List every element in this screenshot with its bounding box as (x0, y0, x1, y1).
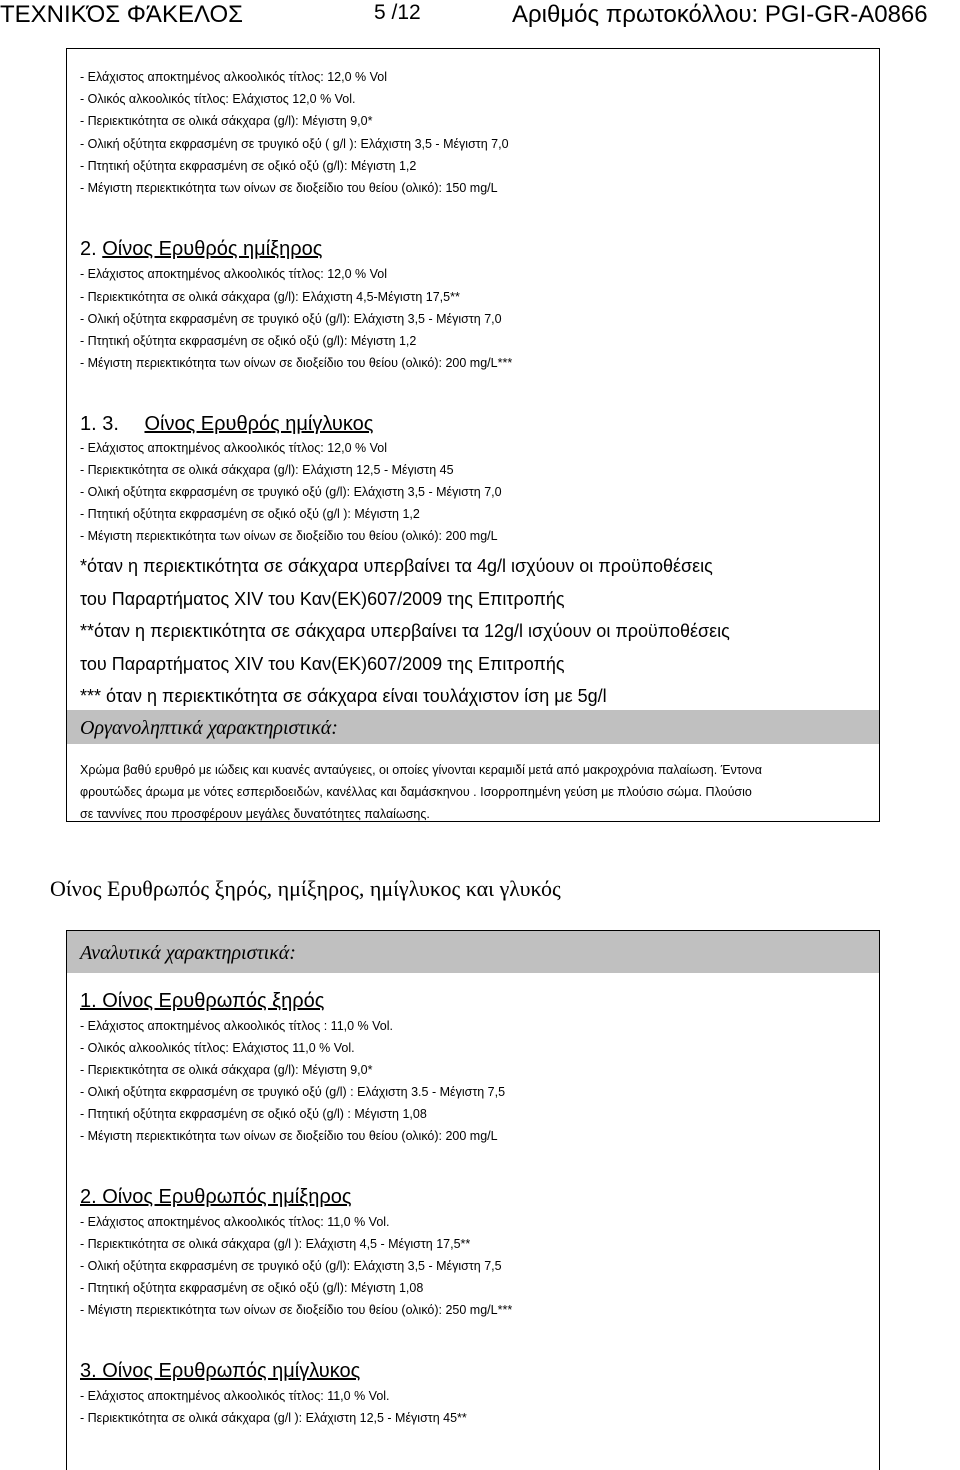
spec-line: - Ολική οξύτητα εκφρασμένη σε τρυγικό οξύ (g/l) : Ελάχιστη 3.5 - Μέγιστη 7,5 (80, 1085, 506, 1099)
spec-line: - Ολική οξύτητα εκφρασμένη σε τρυγικό οξύ (g/l): Ελάχιστη 3,5 - Μέγιστη 7,5 (80, 1259, 502, 1273)
spec-line: - Ελάχιστος αποκτημένος αλκοολικός τίτλος: 12,0 % Vol (80, 441, 387, 455)
organoleptic-line: σε ταννίνες που προσφέρουν μεγάλες δυνατότητες παλαίωσης. (80, 807, 430, 821)
spec-line: - Μέγιστη περιεκτικότητα των οίνων σε διοξείδιο του θείου (ολικό): 200 mg/L (80, 1129, 498, 1143)
rose-wine-section-heading: Οίνος Ερυθρωπός ξηρός, ημίξηρος, ημίγλυκος και γλυκός (50, 876, 561, 901)
spec-line: - Πτητική οξύτητα εκφρασμένη σε οξικό οξύ (g/l): Μέγιστη 1,2 (80, 159, 417, 173)
section-title: Οίνος Ερυθρός ημίγλυκος (144, 413, 374, 435)
spec-line: - Ολική οξύτητα εκφρασμένη σε τρυγικό οξύ (g/l): Ελάχιστη 3,5 - Μέγιστη 7,0 (80, 485, 502, 499)
spec-line: - Πτητική οξύτητα εκφρασμένη σε οξικό οξύ (g/l ): Μέγιστη 1,2 (80, 507, 420, 521)
spec-line: - Περιεκτικότητα σε ολικά σάκχαρα (g/l): Ελάχιστη 12,5 - Μέγιστη 45 (80, 463, 454, 477)
footnote: *** όταν η περιεκτικότητα σε σάκχαρα είναι τουλάχιστον ίση με 5g/l (80, 686, 607, 706)
page-header (0, 0, 960, 30)
analytic-heading: Αναλυτικά χαρακτηριστικά: (80, 942, 296, 964)
spec-line: - Ολική οξύτητα εκφρασμένη σε τρυγικό οξύ ( g/l ): Ελάχιστη 3,5 - Μέγιστη 7,0 (80, 137, 509, 151)
spec-line: - Πτητική οξύτητα εκφρασμένη σε οξικό οξύ (g/l) : Μέγιστη 1,08 (80, 1107, 427, 1121)
section-title: 3. Οίνος Ερυθρωπός ημίγλυκος (80, 1360, 361, 1382)
spec-line: - Περιεκτικότητα σε ολικά σάκχαρα (g/l ): Ελάχιστη 4,5 - Μέγιστη 17,5** (80, 1237, 471, 1251)
spec-line: - Μέγιστη περιεκτικότητα των οίνων σε διοξείδιο του θείου (ολικό): 200 mg/L*** (80, 356, 513, 370)
spec-line: - Ολικός αλκοολικός τίτλος: Ελάχιστος 11,0 % Vol. (80, 1041, 355, 1055)
organoleptic-line: φρουτώδες άρωμα με νότες εσπεριδοειδών, κανέλλας και δαμάσκηνου . Ισορροπημένη γεύση με πλούσιο σώμα. Πλούσιο (80, 785, 752, 799)
spec-line: - Πτητική οξύτητα εκφρασμένη σε οξικό οξύ (g/l): Μέγιστη 1,2 (80, 334, 417, 348)
organoleptic-heading: Οργανοληπτικά χαρακτηριστικά: (80, 717, 338, 739)
footnote: **όταν η περιεκτικότητα σε σάκχαρα υπερβαίνει τα 12g/l ισχύουν οι προϋποθέσεις (80, 621, 730, 641)
spec-line: - Μέγιστη περιεκτικότητα των οίνων σε διοξείδιο του θείου (ολικό): 250 mg/L*** (80, 1303, 513, 1317)
footnote: του Παραρτήματος XIV του Καν(ΕΚ)607/2009 της Επιτροπής (80, 654, 565, 674)
analytic-heading-bar (67, 931, 879, 973)
spec-line: - Ελάχιστος αποκτημένος αλκοολικός τίτλος: 12,0 % Vol (80, 267, 387, 281)
section-title: 2. Οίνος Ερυθρωπός ημίξηρος (80, 1186, 352, 1208)
organoleptic-line: Χρώμα βαθύ ερυθρό με ιώδεις και κυανές ανταύγειες, οι οποίες γίνονται κεραμιδί μετά από μακροχρόνια παλαίωση. Έντονα (80, 763, 762, 777)
spec-line: - Μέγιστη περιεκτικότητα των οίνων σε διοξείδιο του θείου (ολικό): 150 mg/L (80, 181, 498, 195)
document-title: ΤΕΧΝΙΚΌΣ ΦΆΚΕΛΟΣ (0, 1, 243, 28)
spec-line: - Περιεκτικότητα σε ολικά σάκχαρα (g/l): Μέγιστη 9,0* (80, 114, 373, 128)
spec-line: - Ελάχιστος αποκτημένος αλκοολικός τίτλος : 11,0 % Vol. (80, 1019, 393, 1033)
section-number: 2. (80, 238, 97, 260)
section-number: 1. 3. (80, 413, 119, 435)
section-title: Οίνος Ερυθρός ημίξηρος (102, 238, 323, 260)
page-number: 5 /12 (374, 1, 421, 24)
footnote: του Παραρτήματος XIV του Καν(ΕΚ)607/2009 της Επιτροπής (80, 589, 565, 609)
spec-line: - Περιεκτικότητα σε ολικά σάκχαρα (g/l ): Ελάχιστη 12,5 - Μέγιστη 45** (80, 1411, 467, 1425)
organoleptic-heading-bar (67, 710, 879, 744)
spec-line: - Μέγιστη περιεκτικότητα των οίνων σε διοξείδιο του θείου (ολικό): 200 mg/L (80, 529, 498, 543)
section-title: 1. Οίνος Ερυθρωπός ξηρός (80, 990, 325, 1012)
section-heading (80, 413, 373, 436)
spec-line: - Ελάχιστος αποκτημένος αλκοολικός τίτλος: 11,0 % Vol. (80, 1215, 390, 1229)
spec-line: - Πτητική οξύτητα εκφρασμένη σε οξικό οξύ (g/l): Μέγιστη 1,08 (80, 1281, 424, 1295)
spec-line: - Ελάχιστος αποκτημένος αλκοολικός τίτλος: 12,0 % Vol (80, 70, 387, 84)
spec-line: - Ολική οξύτητα εκφρασμένη σε τρυγικό οξύ (g/l): Ελάχιστη 3,5 - Μέγιστη 7,0 (80, 312, 502, 326)
section-heading (80, 238, 322, 261)
protocol-number: Αριθμός πρωτοκόλλου: PGI-GR-A0866 (512, 1, 928, 28)
spec-line: - Περιεκτικότητα σε ολικά σάκχαρα (g/l): Ελάχιστη 4,5-Μέγιστη 17,5** (80, 290, 460, 304)
spec-line: - Ελάχιστος αποκτημένος αλκοολικός τίτλος: 11,0 % Vol. (80, 1389, 390, 1403)
spec-line: - Ολικός αλκοολικός τίτλος: Ελάχιστος 12,0 % Vol. (80, 92, 356, 106)
spec-line: - Περιεκτικότητα σε ολικά σάκχαρα (g/l): Μέγιστη 9,0* (80, 1063, 373, 1077)
footnote: *όταν η περιεκτικότητα σε σάκχαρα υπερβαίνει τα 4g/l ισχύουν οι προϋποθέσεις (80, 556, 713, 576)
